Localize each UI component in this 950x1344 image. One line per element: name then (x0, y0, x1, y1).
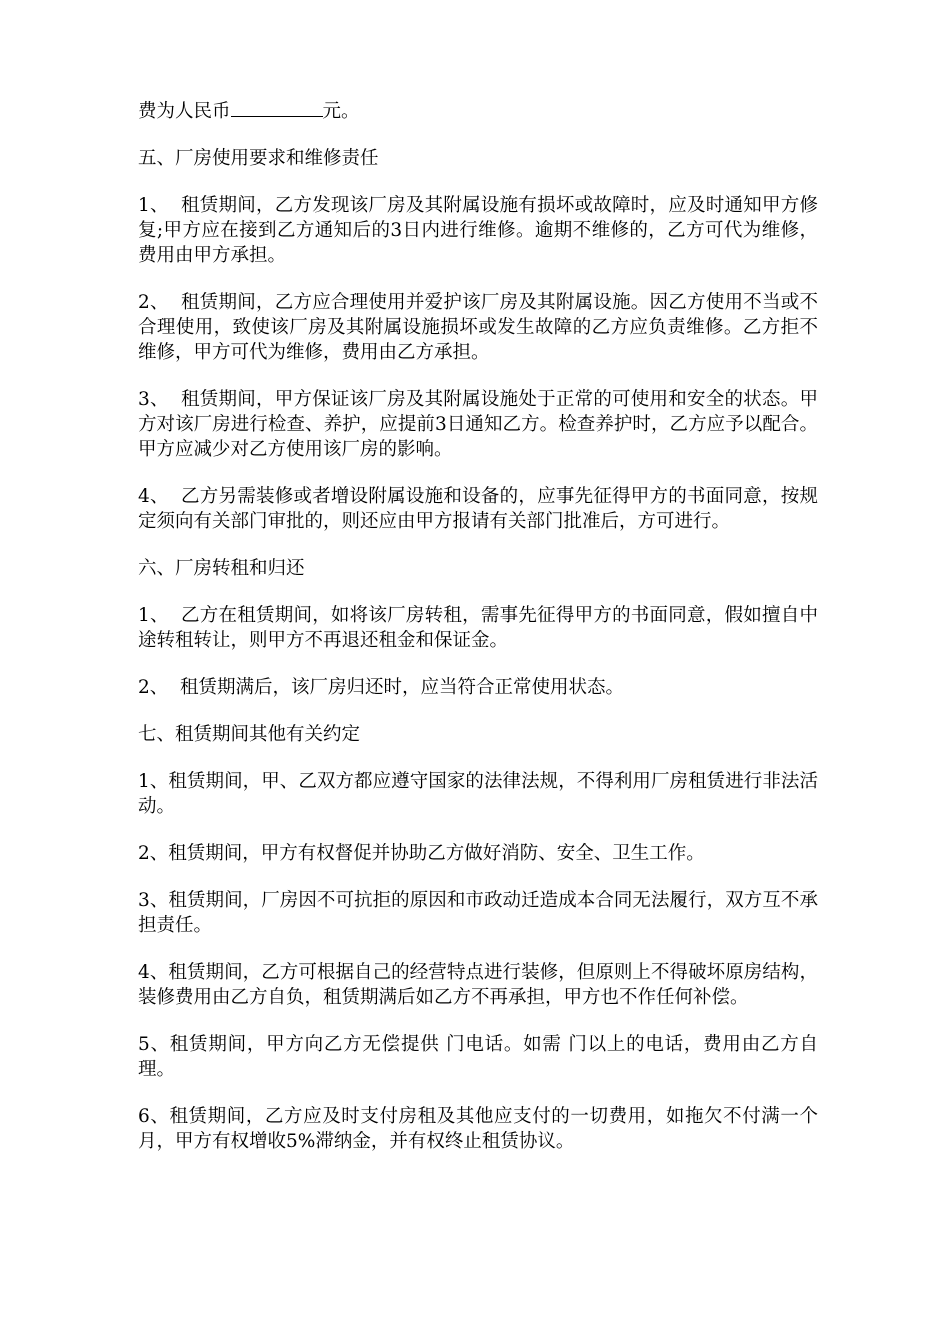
section7-item-1: 1、租赁期间，甲、乙双方都应遵守国家的法律法规，不得利用厂房租赁进行非法活动。 (138, 771, 818, 817)
section6-item-2: 2、 租赁期满后，该厂房归还时，应当符合正常使用状态。 (138, 677, 625, 698)
section6-item-1: 1、 乙方在租赁期间，如将该厂房转租，需事先征得甲方的书面同意，假如擅自中途转租转让，则甲方不再退还租金和保证金。 (138, 605, 818, 651)
intro-text-after: 元。 (322, 101, 360, 122)
section5-heading: 五、厂房使用要求和维修责任 (138, 148, 379, 169)
section7-item-6: 6、租赁期间，乙方应及时支付房租及其他应支付的一切费用，如拖欠不付满一个月，甲方有权增收5%滞纳金，并有权终止租赁协议。 (138, 1106, 818, 1152)
section5-item-3: 3、 租赁期间，甲方保证该厂房及其附属设施处于正常的可使用和安全的状态。甲方对该厂房进行检查、养护，应提前3日通知乙方。检查养护时，乙方应予以配合。甲方应减少对乙方使用该厂房的影响。 (138, 389, 818, 460)
section5-item-2: 2、 租赁期间，乙方应合理使用并爱护该厂房及其附属设施。因乙方使用不当或不合理使用，致使该厂房及其附属设施损坏或发生故障的乙方应负责维修。乙方拒不维修，甲方可代为维修，费用由乙方承担。 (138, 292, 818, 363)
section7-item-5: 5、租赁期间，甲方向乙方无偿提供 门电话。如需 门以上的电话，费用由乙方自理。 (138, 1034, 818, 1080)
section7-item-4: 4、租赁期间，乙方可根据自己的经营特点进行装修，但原则上不得破坏原房结构，装修费用由乙方自负，租赁期满后如乙方不再承担，甲方也不作任何补偿。 (138, 962, 818, 1008)
section7-item-2: 2、租赁期间，甲方有权督促并协助乙方做好消防、安全、卫生工作。 (138, 843, 705, 864)
amount-blank (231, 98, 323, 117)
document-page (138, 98, 818, 1176)
section7-item-3: 3、租赁期间，厂房因不可抗拒的原因和市政动迁造成本合同无法履行，双方互不承担责任。 (138, 890, 818, 936)
intro-paragraph (138, 98, 818, 124)
section6-heading: 六、厂房转租和归还 (138, 558, 305, 579)
intro-text-before: 费为人民币 (138, 101, 231, 122)
section7-heading: 七、租赁期间其他有关约定 (138, 724, 361, 745)
section5-item-4: 4、 乙方另需装修或者增设附属设施和设备的，应事先征得甲方的书面同意，按规定须向有关部门审批的，则还应由甲方报请有关部门批准后，方可进行。 (138, 486, 818, 532)
section5-item-1: 1、 租赁期间，乙方发现该厂房及其附属设施有损坏或故障时，应及时通知甲方修复;甲方应在接到乙方通知后的3日内进行维修。逾期不维修的，乙方可代为维修，费用由甲方承担。 (138, 195, 818, 266)
